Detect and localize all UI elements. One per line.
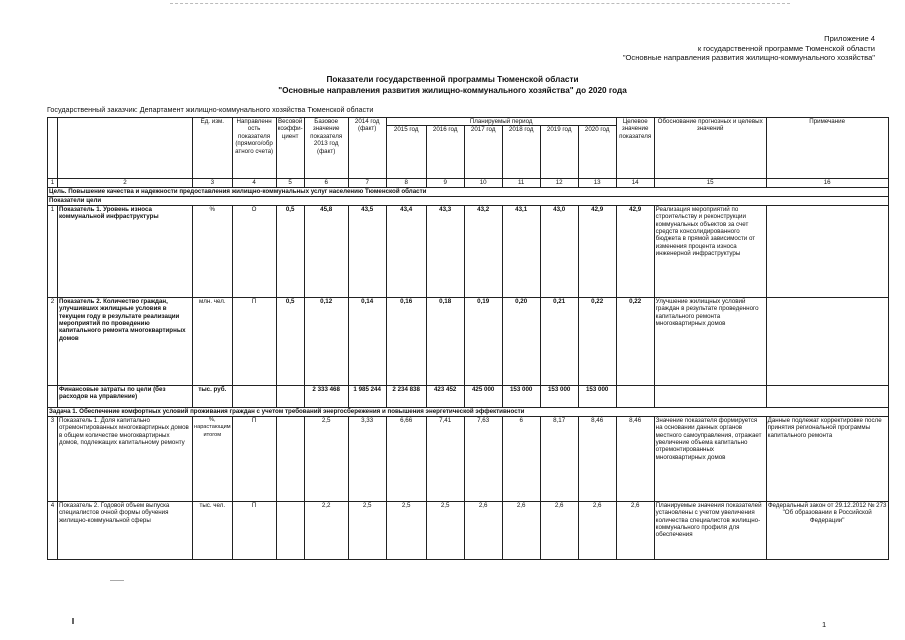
indicator-2015: 2,5: [386, 501, 426, 559]
indicator-base: 45,8: [304, 205, 348, 297]
indicator-2018: 0,20: [502, 297, 540, 385]
finance-target: [616, 385, 654, 407]
indicator-target: 8,46: [616, 416, 654, 501]
indicator-2016: 43,3: [426, 205, 464, 297]
indicator-2017: 0,19: [464, 297, 502, 385]
indicator-direction: О: [232, 205, 276, 297]
header-weight: Весовой коэффи-циент: [276, 118, 304, 179]
indicator-2016: 0,18: [426, 297, 464, 385]
row-number: 4: [48, 501, 58, 559]
header-unit: Ед. изм.: [193, 118, 233, 179]
indicator-target: 2,6: [616, 501, 654, 559]
document-title: [0, 75, 905, 96]
indicator-base: 0,12: [304, 297, 348, 385]
indicator-unit: млн. чел.: [193, 297, 233, 385]
finance-num: [48, 385, 58, 407]
colnum: 10: [464, 179, 502, 187]
row-number: 2: [48, 297, 58, 385]
header-2016: 2016 год: [426, 126, 464, 179]
header-num: [48, 118, 58, 179]
indicator-weight: 0,5: [276, 205, 304, 297]
indicator-2014: 0,14: [348, 297, 386, 385]
indicator-remark: [766, 205, 888, 297]
indicator-2020: 2,6: [578, 501, 616, 559]
colnum: 5: [276, 179, 304, 187]
indicators-table: [47, 117, 889, 560]
task-text: Задача 1. Обеспечение комфортных условий проживания граждан с учетом требований энергосбережения и повышения энергетической эффективности: [48, 407, 889, 416]
indicator-justification: Улучшение жилищных условий граждан в результате проведенного капитального ремонта многоквартирных домов: [654, 297, 766, 385]
colnum: 14: [616, 179, 654, 187]
header-remark: Примечание: [766, 118, 888, 179]
indicator-2014: 43,5: [348, 205, 386, 297]
finance-weight: [276, 385, 304, 407]
indicator-name: Показатель 2. Годовой объем выпуска специалистов очной формы обучения жилищно-коммунальной сферы: [58, 501, 193, 559]
table-row: [48, 501, 889, 559]
header-2020: 2020 год: [578, 126, 616, 179]
title-line-2: "Основные направления развития жилищно-коммунального хозяйства" до 2020 года: [278, 85, 627, 95]
indicator-2014: 3,33: [348, 416, 386, 501]
indicator-name: Показатель 2. Количество граждан, улучшивших жилищные условия в текущем году в результате реализации мероприятий по проведению капитального ремонта многоквартирных домов: [58, 297, 193, 385]
colnum: 7: [348, 179, 386, 187]
colnum: 9: [426, 179, 464, 187]
column-number-row: [48, 179, 889, 187]
indicator-base: 2,5: [304, 416, 348, 501]
header-justification: Обоснование прогнозных и целевых значений: [654, 118, 766, 179]
indicator-unit: тыс. чел.: [193, 501, 233, 559]
indicator-target: 0,22: [616, 297, 654, 385]
indicator-2017: 7,63: [464, 416, 502, 501]
colnum: 11: [502, 179, 540, 187]
finance-2014: 1 985 244: [348, 385, 386, 407]
row-number: 3: [48, 416, 58, 501]
indicator-weight: [276, 416, 304, 501]
indicator-2015: 0,16: [386, 297, 426, 385]
table-row: [48, 297, 889, 385]
header-2019: 2019 год: [540, 126, 578, 179]
indicator-2015: 6,66: [386, 416, 426, 501]
indicator-weight: [276, 501, 304, 559]
colnum: 1: [48, 179, 58, 187]
indicator-name: Показатель 1. Доля капитально отремонтированных многоквартирных домов в общем количестве многоквартирных домов, подлежащих капитальному ремонту: [58, 416, 193, 501]
goal-indicators-label: Показатели цели: [48, 196, 889, 205]
indicator-base: 2,2: [304, 501, 348, 559]
state-customer: Государственный заказчик: Департамент жилищно-коммунального хозяйства Тюменской области: [47, 105, 374, 114]
colnum: 16: [766, 179, 888, 187]
indicator-2020: 42,9: [578, 205, 616, 297]
indicator-2017: 43,2: [464, 205, 502, 297]
finance-justification: [654, 385, 766, 407]
scan-top-rule: [170, 3, 790, 4]
appendix-line-3: "Основные направления развития жилищно-коммунального хозяйства": [622, 53, 875, 63]
row-number: 1: [48, 205, 58, 297]
finance-2018: 153 000: [502, 385, 540, 407]
header-2015: 2015 год: [386, 126, 426, 179]
indicator-direction: П: [232, 501, 276, 559]
indicator-2019: 0,21: [540, 297, 578, 385]
header-base: Базовое значение показателя 2013 год (факт): [304, 118, 348, 179]
colnum: 8: [386, 179, 426, 187]
finance-2020: 153 000: [578, 385, 616, 407]
indicator-justification: Реализация мероприятий по строительству и реконструкции коммунальных объектов за счет средств консолидированного бюджета в прямой зависимости от изменения процента износа инженерной инфраструктуры: [654, 205, 766, 297]
indicator-name: Показатель 1. Уровень износа коммунальной инфраструктуры: [58, 205, 193, 297]
header-direction: Направленн ость показателя (прямого/обр атного счета): [232, 118, 276, 179]
scan-mark: [110, 580, 124, 581]
appendix-header: [623, 34, 875, 63]
finance-2019: 153 000: [540, 385, 578, 407]
goal-text: Цель. Повышение качества и надежности предоставления жилищно-коммунальных услуг населению Тюменской области: [48, 187, 889, 196]
title-line-1: Показатели государственной программы Тюменской области: [326, 75, 579, 84]
header-planned: Планируемый период: [386, 118, 616, 126]
indicator-unit: %, нарастающим итогом: [193, 416, 233, 501]
indicator-remark: [766, 297, 888, 385]
indicator-justification: Значение показателя формируется на основании данных органов местного самоуправления, отражает увеличение объема капитально отремонтированных многоквартирных домов: [654, 416, 766, 501]
header-row-1: [48, 118, 889, 126]
task-row: [48, 407, 889, 416]
header-2018: 2018 год: [502, 126, 540, 179]
indicator-2019: 43,0: [540, 205, 578, 297]
goal-indicators-row: [48, 196, 889, 205]
indicator-2019: 2,6: [540, 501, 578, 559]
colnum: 4: [232, 179, 276, 187]
indicator-2014: 2,5: [348, 501, 386, 559]
header-name: [58, 118, 193, 179]
colnum: 3: [193, 179, 233, 187]
indicator-2020: 0,22: [578, 297, 616, 385]
indicator-justification: Планируемые значения показателей установлены с учетом увеличения количества специалистов жилищно-коммунального профиля для обеспечения: [654, 501, 766, 559]
scan-tick: [72, 618, 74, 624]
finance-direction: [232, 385, 276, 407]
indicator-remark: Федеральный закон от 29.12.2012 № 273 "Об образовании в Российской Федерации": [766, 501, 888, 559]
page-number: 1: [822, 620, 827, 629]
indicator-remark: Данные подлежат корректировке после принятия региональной программы капитального ремонта: [766, 416, 888, 501]
indicator-2017: 2,6: [464, 501, 502, 559]
table-row: [48, 205, 889, 297]
indicator-2015: 43,4: [386, 205, 426, 297]
indicator-2020: 8,46: [578, 416, 616, 501]
indicator-target: 42,9: [616, 205, 654, 297]
indicator-2016: 7,41: [426, 416, 464, 501]
finance-2015: 2 234 838: [386, 385, 426, 407]
header-target: Целевое значение показателя: [616, 118, 654, 179]
colnum: 2: [58, 179, 193, 187]
indicator-2018: 6: [502, 416, 540, 501]
colnum: 15: [654, 179, 766, 187]
colnum: 13: [578, 179, 616, 187]
indicator-2019: 8,17: [540, 416, 578, 501]
indicator-2018: 2,6: [502, 501, 540, 559]
finance-row: [48, 385, 889, 407]
appendix-line-2: к государственной программе Тюменской области: [697, 43, 875, 53]
header-2017: 2017 год: [464, 126, 502, 179]
header-2014: 2014 год (факт): [348, 118, 386, 179]
indicator-unit: %: [193, 205, 233, 297]
colnum: 6: [304, 179, 348, 187]
finance-base: 2 333 468: [304, 385, 348, 407]
indicator-direction: П: [232, 416, 276, 501]
indicator-direction: П: [232, 297, 276, 385]
colnum: 12: [540, 179, 578, 187]
finance-remark: [766, 385, 888, 407]
appendix-line-1: Приложение 4: [824, 34, 875, 43]
finance-2016: 423 452: [426, 385, 464, 407]
finance-2017: 425 000: [464, 385, 502, 407]
table-row: [48, 416, 889, 501]
finance-unit: тыс. руб.: [193, 385, 233, 407]
indicator-weight: 0,5: [276, 297, 304, 385]
indicator-2018: 43,1: [502, 205, 540, 297]
indicator-2016: 2,5: [426, 501, 464, 559]
goal-row: [48, 187, 889, 196]
finance-name: Финансовые затраты по цели (без расходов на управление): [58, 385, 193, 407]
